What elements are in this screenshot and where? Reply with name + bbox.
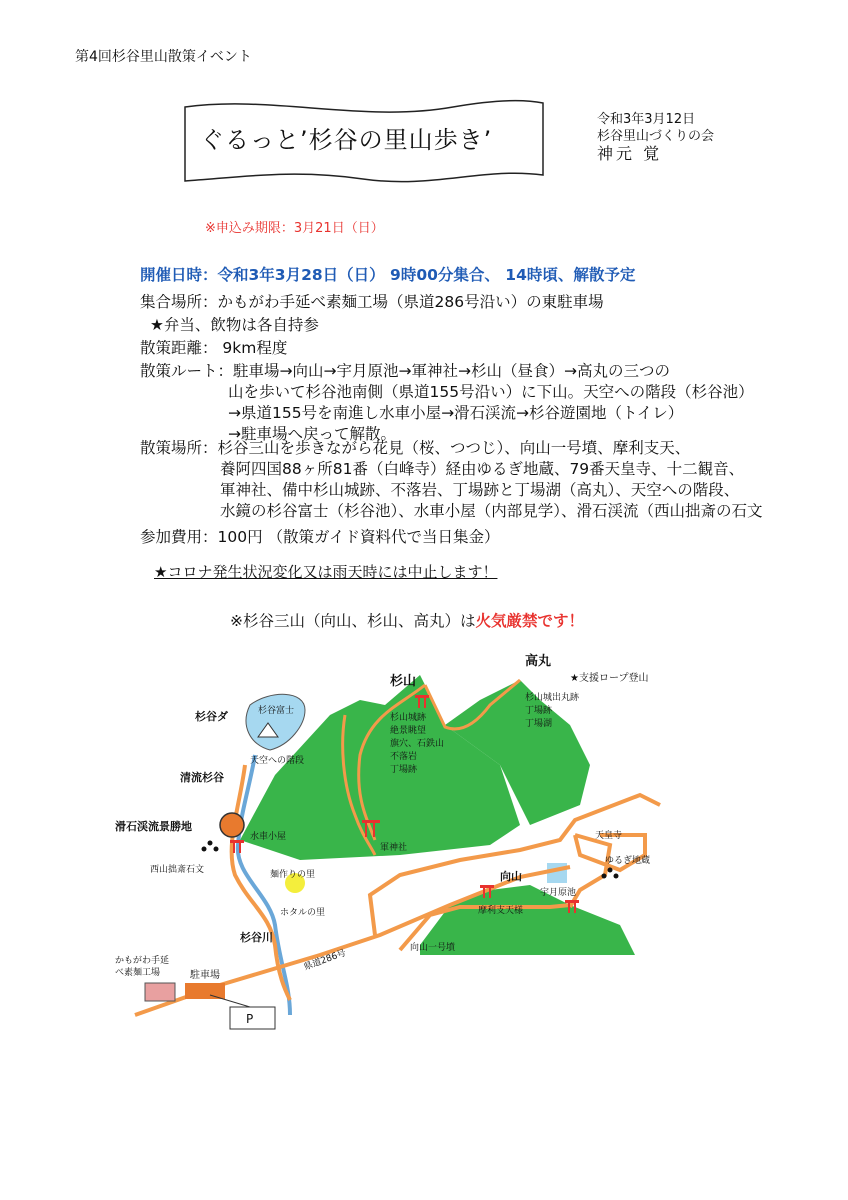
map-label: 軍神社 — [380, 843, 408, 853]
map-label: 水車小屋 — [250, 832, 287, 842]
map-label: 向山 — [500, 870, 522, 883]
map-label: ★支援ロープ登山 — [570, 673, 649, 684]
spots-line: 水鏡の杉谷富士（杉谷池）、水車小屋（内部見学）、滑石渓流（西山拙斎の石文 — [220, 502, 763, 520]
participation-fee: 参加費用：100円 （散策ガイド資料代で当日集金） — [140, 528, 500, 546]
map-label: 杉山城出丸跡 — [525, 693, 580, 703]
map-label: P — [246, 1012, 254, 1026]
map-label: 絶景眺望 — [390, 726, 427, 736]
map-label: べ素麺工場 — [115, 968, 161, 978]
organization: 杉谷里山づくりの会 — [597, 129, 715, 144]
meeting-place: 集合場所：かもがわ手延べ素麺工場（県道286号沿い）の東駐車場 — [140, 293, 604, 311]
map-label: ホタルの里 — [280, 908, 326, 918]
issuer-block — [597, 111, 714, 162]
page-title: ぐるっと’杉谷の里山歩き’ — [200, 126, 493, 154]
issue-date: 令和3年3月12日 — [597, 112, 696, 127]
application-deadline: ※申込み期限：3月21日（日） — [205, 221, 384, 236]
map-label: 向山一号墳 — [410, 943, 456, 953]
spots-line: 軍神社、備中杉山城跡、不落岩、丁場跡と丁場湖（高丸）、天空への階段、 — [220, 481, 740, 499]
map-label: ゆるぎ地蔵 — [605, 856, 651, 866]
map-label: 県道286号 — [302, 948, 348, 973]
map-label: 丁場湖 — [525, 719, 553, 729]
spots-line: 養阿四国88ヶ所81番（白峰寺）経由ゆるぎ地蔵、79番天皇寺、十二観音、 — [220, 460, 745, 478]
map-label: かもがわ手延 — [115, 956, 170, 966]
bring-note: ★弁当、飲物は各自持参 — [150, 316, 319, 334]
map-label: 滑石渓流景勝地 — [115, 820, 192, 833]
map-label: 丁場跡 — [390, 765, 418, 775]
fire-notice-prefix: ※杉谷三山（向山、杉山、高丸）は — [230, 612, 476, 630]
map-label: 杉谷ダ — [195, 710, 228, 723]
cancellation-warning: ★コロナ発生状況変化又は雨天時には中止します！ — [154, 563, 498, 581]
water-wheel-icon — [220, 813, 244, 837]
route-line: 散策ルート：駐車場→向山→宇月原池→軍神社→杉山（昼食）→高丸の三つの — [140, 362, 670, 380]
map-label: 宇月原池 — [540, 888, 577, 898]
map-label: 麺作りの里 — [270, 870, 316, 880]
sugitani-pond — [246, 694, 305, 750]
spots-line: 散策場所：杉谷三山を歩きながら花見（桜、つつじ）、向山一号墳、摩利支天、 — [140, 439, 691, 457]
map-label: 旗穴、石鉄山 — [390, 739, 445, 749]
event-label: 第4回杉谷里山散策イベント — [75, 49, 252, 65]
map-label: 天皇寺 — [595, 831, 623, 841]
map-label: 杉山城跡 — [390, 713, 427, 723]
walking-map — [100, 645, 740, 1045]
map-label: 杉山 — [390, 674, 417, 689]
route-line: →駐車場へ戻って解散。 — [228, 425, 396, 443]
route-line: →県道155号を南進し水車小屋→滑石渓流→杉谷遊園地（トイレ） — [228, 404, 684, 422]
factory-icon — [145, 983, 175, 1001]
map-label: 杉谷富士 — [258, 706, 295, 716]
author-name: 神元 覚 — [597, 144, 663, 163]
fire-notice — [230, 609, 584, 631]
map-label: 天空への階段 — [250, 756, 305, 766]
map-label: 駐車場 — [190, 970, 220, 981]
map-label: 清流杉谷 — [180, 771, 224, 784]
map-label: 丁場跡 — [525, 706, 553, 716]
parking-lot — [185, 983, 225, 999]
map-label: 西山拙斎石文 — [150, 865, 205, 875]
map-label: 杉谷川 — [240, 931, 273, 944]
map-label: 摩利支天様 — [478, 906, 524, 916]
event-datetime: 開催日時：令和3年3月28日（日） 9時00分集合、 14時頃、解散予定 — [140, 266, 636, 284]
fire-notice-emphasis: 火気厳禁です！ — [475, 612, 585, 630]
walk-distance: 散策距離： 9km程度 — [140, 339, 288, 357]
map-label: 不落岩 — [390, 752, 418, 762]
route-line: 山を歩いて杉谷池南側（県道155号沿い）に下山。天空への階段（杉谷池） — [228, 383, 754, 401]
map-label: 高丸 — [525, 654, 552, 669]
